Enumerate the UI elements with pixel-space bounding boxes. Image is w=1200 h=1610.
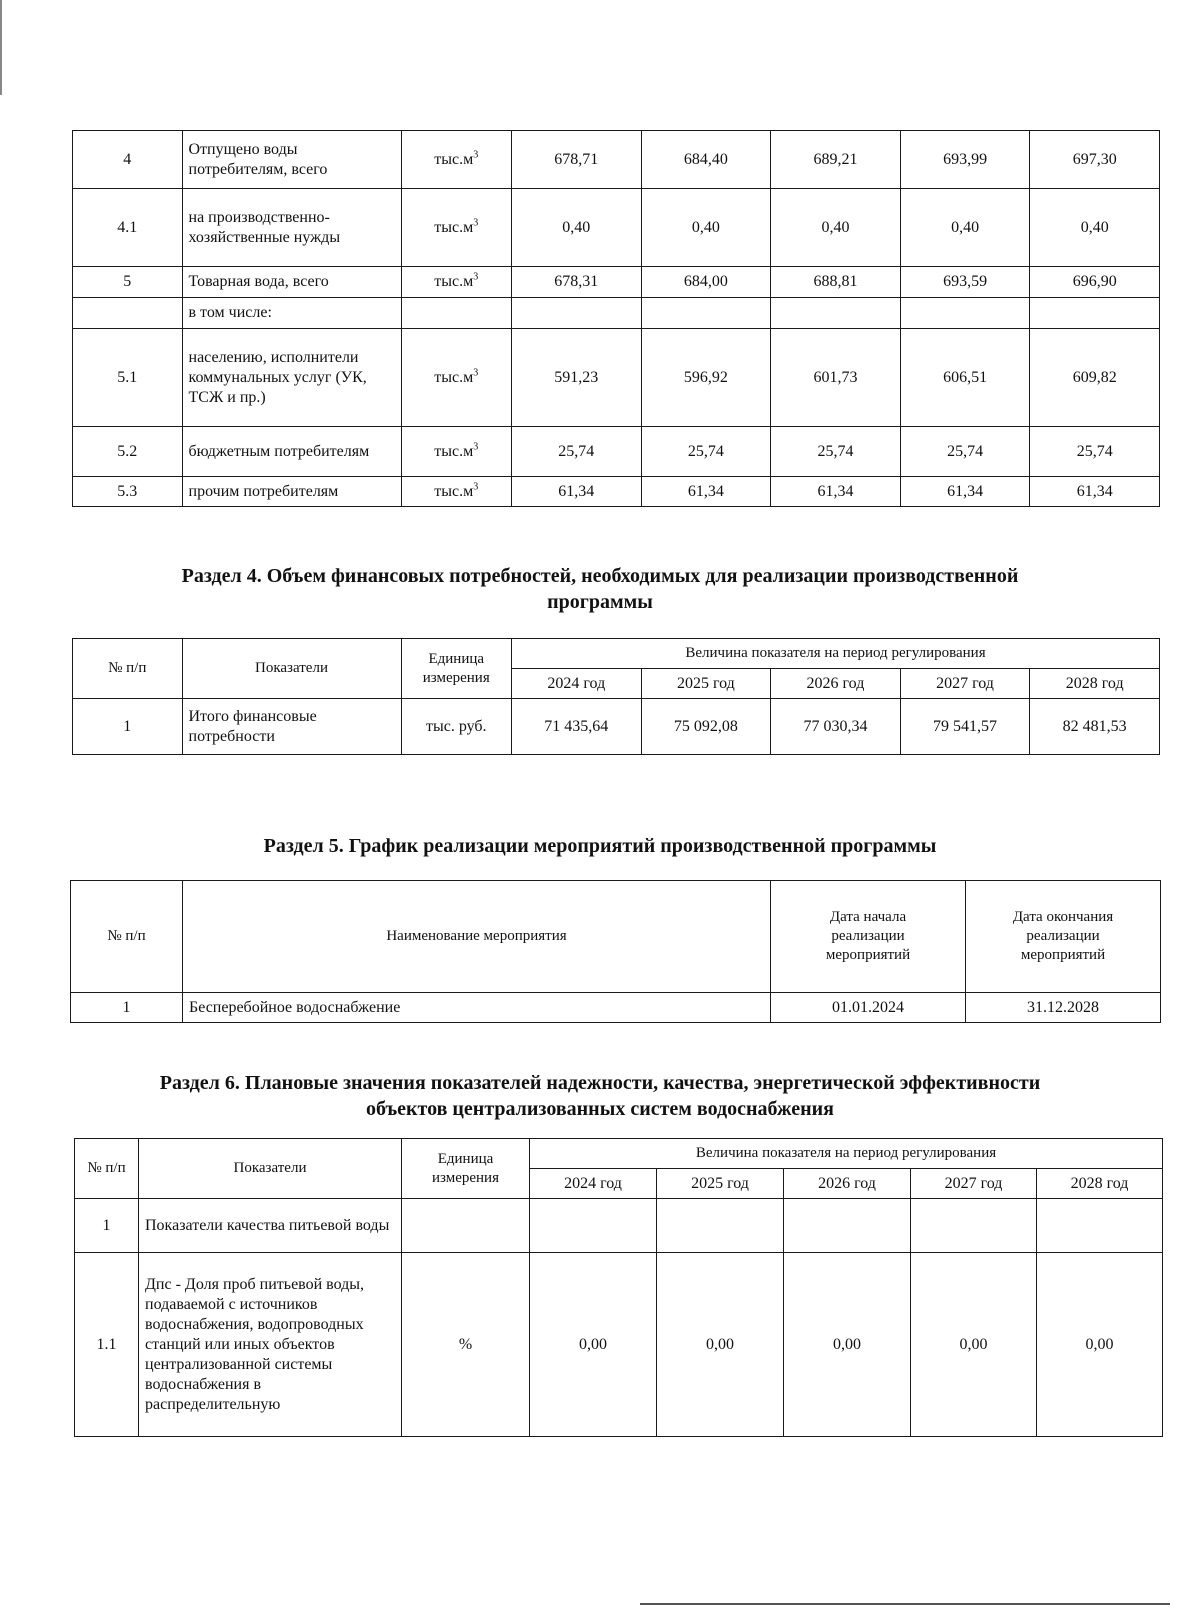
- row-num: [73, 298, 183, 329]
- header-year: 2025 год: [641, 669, 771, 699]
- value-cell: 0,00: [530, 1253, 657, 1437]
- value-cell: 0,40: [1030, 189, 1160, 267]
- header-period: Величина показателя на период регулирования: [530, 1139, 1163, 1169]
- value-cell: 82 481,53: [1030, 699, 1160, 755]
- value-cell: 688,81: [771, 267, 901, 298]
- section4-title-line2: программы: [547, 591, 653, 613]
- table-row: [73, 131, 1160, 189]
- section6-title-line1: Раздел 6. Плановые значения показателей надежности, качества, энергетической эффективности: [159, 1072, 1041, 1094]
- header-year: 2024 год: [512, 669, 642, 699]
- value-cell: 0,40: [641, 189, 771, 267]
- start-date: 01.01.2024: [771, 993, 966, 1023]
- section6-title: [0, 1070, 1200, 1122]
- row-unit: тыс. руб.: [401, 699, 512, 755]
- header-period: Величина показателя на период регулирования: [512, 639, 1160, 669]
- header-name: Показатели: [139, 1139, 402, 1199]
- value-cell: 596,92: [641, 329, 771, 427]
- value-cell: 0,00: [1037, 1253, 1163, 1437]
- value-cell: 693,99: [900, 131, 1030, 189]
- row-unit: $тыс.м^3$: [401, 427, 512, 477]
- value-cell: 0,00: [911, 1253, 1037, 1437]
- row-name: в том числе:: [182, 298, 401, 329]
- value-cell: [657, 1199, 784, 1253]
- table-row: [73, 329, 1160, 427]
- row-num: 1: [73, 699, 183, 755]
- row-unit: [402, 1199, 530, 1253]
- value-cell: 696,90: [1030, 267, 1160, 298]
- row-name: Показатели качества питьевой воды: [139, 1199, 402, 1253]
- value-cell: 693,59: [900, 267, 1030, 298]
- row-num: 1: [75, 1199, 139, 1253]
- row-unit: $тыс.м^3$: [401, 267, 512, 298]
- header-year: 2028 год: [1030, 669, 1160, 699]
- table-row: [75, 1253, 1163, 1437]
- row-num: 5: [73, 267, 183, 298]
- header-num: № п/п: [71, 881, 183, 993]
- row-name: населению, исполнители коммунальных услуг (УК, ТСЖ и пр.): [182, 329, 401, 427]
- value-cell: [900, 298, 1030, 329]
- value-cell: [512, 298, 642, 329]
- table-row: [73, 427, 1160, 477]
- water-volume-table: [72, 130, 1160, 507]
- header-unit: Единица измерения: [401, 639, 512, 699]
- value-cell: 609,82: [1030, 329, 1160, 427]
- value-cell: 678,31: [512, 267, 642, 298]
- header-unit: Единица измерения: [402, 1139, 530, 1199]
- value-cell: 591,23: [512, 329, 642, 427]
- value-cell: 75 092,08: [641, 699, 771, 755]
- header-num: № п/п: [73, 639, 183, 699]
- value-cell: 678,71: [512, 131, 642, 189]
- row-num: 5.3: [73, 477, 183, 507]
- value-cell: 25,74: [512, 427, 642, 477]
- value-cell: 61,34: [900, 477, 1030, 507]
- value-cell: 79 541,57: [900, 699, 1030, 755]
- value-cell: [911, 1199, 1037, 1253]
- row-name: Товарная вода, всего: [182, 267, 401, 298]
- row-name: Бесперебойное водоснабжение: [183, 993, 771, 1023]
- value-cell: 77 030,34: [771, 699, 901, 755]
- value-cell: 0,40: [771, 189, 901, 267]
- row-name: Дпс - Доля проб питьевой воды, подаваемой с источников водоснабжения, водопроводных станций или иных объектов централизованной системы водоснабжения в распределительную: [139, 1253, 402, 1437]
- section4-title: [0, 563, 1200, 615]
- value-cell: 684,40: [641, 131, 771, 189]
- scan-edge: [0, 0, 2, 95]
- quality-indicators-table: [74, 1138, 1163, 1437]
- table-row: [75, 1199, 1163, 1253]
- row-unit: $тыс.м^3$: [401, 189, 512, 267]
- header-name: Наименование мероприятия: [183, 881, 771, 993]
- value-cell: 0,40: [900, 189, 1030, 267]
- value-cell: 689,21: [771, 131, 901, 189]
- header-name: Показатели: [182, 639, 401, 699]
- table-row: [73, 477, 1160, 507]
- section4-title-line1: Раздел 4. Объем финансовых потребностей, необходимых для реализации производственной: [181, 565, 1019, 587]
- value-cell: 25,74: [771, 427, 901, 477]
- header-year: 2026 год: [771, 669, 901, 699]
- header-year: 2025 год: [657, 1169, 784, 1199]
- row-name: прочим потребителям: [182, 477, 401, 507]
- value-cell: [1030, 298, 1160, 329]
- value-cell: 25,74: [900, 427, 1030, 477]
- value-cell: [1037, 1199, 1163, 1253]
- value-cell: 71 435,64: [512, 699, 642, 755]
- table-row: [73, 267, 1160, 298]
- value-cell: 61,34: [512, 477, 642, 507]
- schedule-table: [70, 880, 1161, 1023]
- row-name: Итого финансовые потребности: [182, 699, 401, 755]
- scan-edge-bottom: [640, 1603, 1170, 1605]
- row-num: 1.1: [75, 1253, 139, 1437]
- row-name: Отпущено воды потребителям, всего: [182, 131, 401, 189]
- row-num: 5.1: [73, 329, 183, 427]
- value-cell: 61,34: [641, 477, 771, 507]
- value-cell: 0,00: [784, 1253, 911, 1437]
- row-unit: $тыс.м^3$: [401, 131, 512, 189]
- header-end-date: Дата окончания реализации мероприятий: [966, 881, 1161, 993]
- value-cell: 684,00: [641, 267, 771, 298]
- financial-needs-table: [72, 638, 1160, 755]
- row-num: 4.1: [73, 189, 183, 267]
- table-row: [73, 699, 1160, 755]
- header-year: 2028 год: [1037, 1169, 1163, 1199]
- header-start-date: Дата начала реализации мероприятий: [771, 881, 966, 993]
- value-cell: 601,73: [771, 329, 901, 427]
- table-row: [73, 189, 1160, 267]
- header-year: 2026 год: [784, 1169, 911, 1199]
- header-num: № п/п: [75, 1139, 139, 1199]
- table-row: [71, 993, 1161, 1023]
- value-cell: 0,00: [657, 1253, 784, 1437]
- table-row: [73, 298, 1160, 329]
- header-year: 2024 год: [530, 1169, 657, 1199]
- row-unit: [401, 298, 512, 329]
- value-cell: 61,34: [1030, 477, 1160, 507]
- value-cell: 61,34: [771, 477, 901, 507]
- value-cell: 0,40: [512, 189, 642, 267]
- value-cell: [641, 298, 771, 329]
- row-num: 1: [71, 993, 183, 1023]
- value-cell: 606,51: [900, 329, 1030, 427]
- value-cell: 25,74: [641, 427, 771, 477]
- row-unit: $тыс.м^3$: [401, 477, 512, 507]
- row-unit: $тыс.м^3$: [401, 329, 512, 427]
- row-name: бюджетным потребителям: [182, 427, 401, 477]
- value-cell: [784, 1199, 911, 1253]
- row-num: 5.2: [73, 427, 183, 477]
- row-num: 4: [73, 131, 183, 189]
- value-cell: [530, 1199, 657, 1253]
- header-year: 2027 год: [900, 669, 1030, 699]
- value-cell: 25,74: [1030, 427, 1160, 477]
- row-unit: %: [402, 1253, 530, 1437]
- end-date: 31.12.2028: [966, 993, 1161, 1023]
- row-name: на производственно-хозяйственные нужды: [182, 189, 401, 267]
- section6-title-line2: объектов централизованных систем водоснабжения: [365, 1098, 835, 1120]
- value-cell: 697,30: [1030, 131, 1160, 189]
- section5-title: Раздел 5. График реализации мероприятий производственной программы: [263, 835, 937, 857]
- header-year: 2027 год: [911, 1169, 1037, 1199]
- value-cell: [771, 298, 901, 329]
